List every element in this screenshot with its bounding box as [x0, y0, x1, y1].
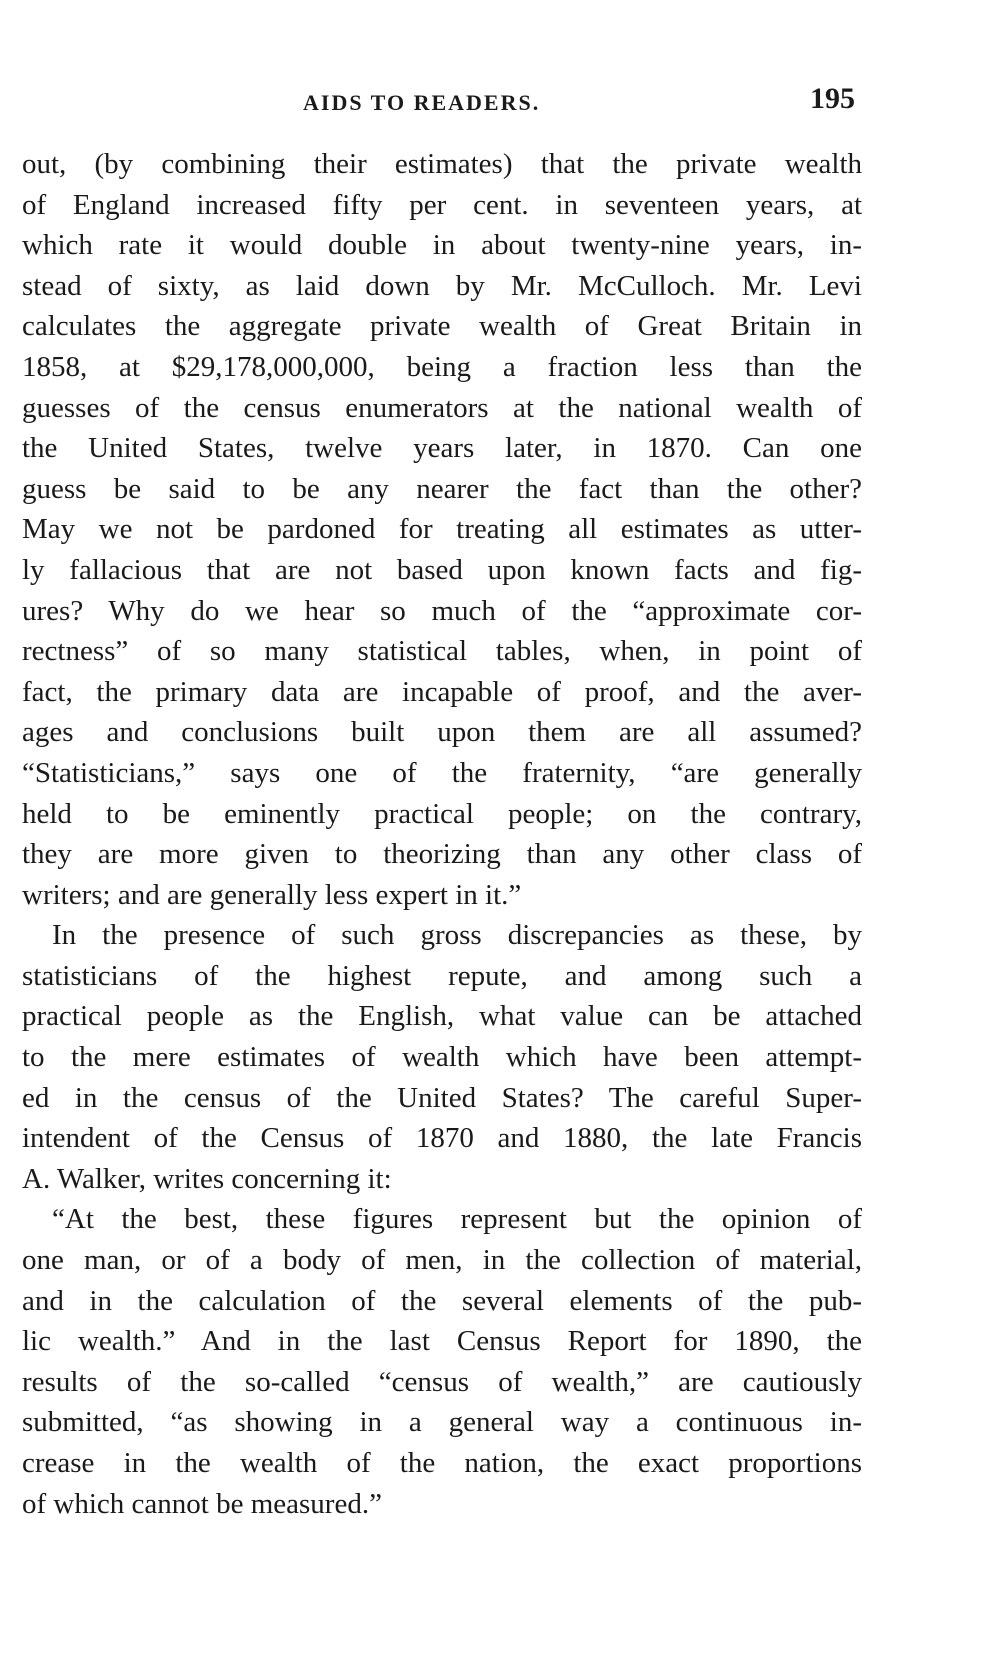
text-line: one man, or of a body of men, in the collection of material, — [22, 1244, 862, 1277]
text-line: out, (by combining their estimates) that the private wealth — [22, 148, 862, 180]
text-line: submitted, “as showing in a general way a continuous in- — [22, 1406, 862, 1439]
text-line: results of the so-called “census of wealth,” are cautiously — [22, 1365, 862, 1398]
text-line: to the mere estimates of wealth which have been attempt- — [22, 1041, 862, 1074]
running-title: AIDS TO READERS. — [303, 90, 541, 115]
text-line: which rate it would double in about twenty-nine years, in- — [22, 229, 862, 262]
text-line: A. Walker, writes concerning it: — [22, 1162, 392, 1195]
text-line: practical people as the English, what value can be attached — [22, 1000, 862, 1033]
text-line: fact, the primary data are incapable of proof, and the aver- — [22, 675, 862, 708]
text-line: May we not be pardoned for treating all estimates as utter- — [22, 513, 862, 546]
text-line: writers; and are generally less expert in it.” — [22, 878, 522, 911]
paragraph-first-line: In the presence of such gross discrepancies as these, by — [52, 919, 862, 952]
text-line: the United States, twelve years later, in 1870. Can one — [22, 432, 862, 465]
text-line: guesses of the census enumerators at the national wealth of — [22, 391, 862, 424]
text-line: guess be said to be any nearer the fact than the other? — [22, 472, 862, 505]
text-line: calculates the aggregate private wealth of Great Britain in — [22, 310, 862, 343]
text-line: ages and conclusions built upon them are all assumed? — [22, 716, 862, 749]
text-line: rectness” of so many statistical tables, when, in point of — [22, 635, 862, 668]
text-line: statisticians of the highest repute, and among such a — [22, 959, 862, 992]
paragraph-first-line: “At the best, these figures represent but the opinion of — [52, 1203, 862, 1236]
text-line: ures? Why do we hear so much of the “approximate cor- — [22, 594, 862, 627]
text-line: lic wealth.” And in the last Census Report for 1890, the — [22, 1325, 862, 1358]
page-number: 195 — [810, 82, 855, 115]
text-line: held to be eminently practical people; on the contrary, — [22, 797, 862, 830]
text-line: of England increased fifty per cent. in seventeen years, at — [22, 188, 862, 221]
text-line: crease in the wealth of the nation, the exact proportions — [22, 1447, 862, 1479]
text-line: “Statisticians,” says one of the fraternity, “are generally — [22, 756, 862, 789]
text-line: they are more given to theorizing than any other class of — [22, 838, 862, 871]
text-line: 1858, at $29,178,000,000, being a fraction less than the — [22, 350, 862, 383]
text-line: stead of sixty, as laid down by Mr. McCulloch. Mr. Levi — [22, 269, 862, 302]
text-line: ly fallacious that are not based upon known facts and fig- — [22, 553, 862, 586]
text-line: ed in the census of the United States? The careful Super- — [22, 1081, 862, 1114]
body-text — [22, 144, 862, 1524]
text-line: intendent of the Census of 1870 and 1880, the late Francis — [22, 1122, 862, 1155]
text-line: and in the calculation of the several elements of the pub- — [22, 1284, 862, 1317]
running-head — [0, 82, 1000, 122]
text-line: of which cannot be measured.” — [22, 1487, 382, 1520]
